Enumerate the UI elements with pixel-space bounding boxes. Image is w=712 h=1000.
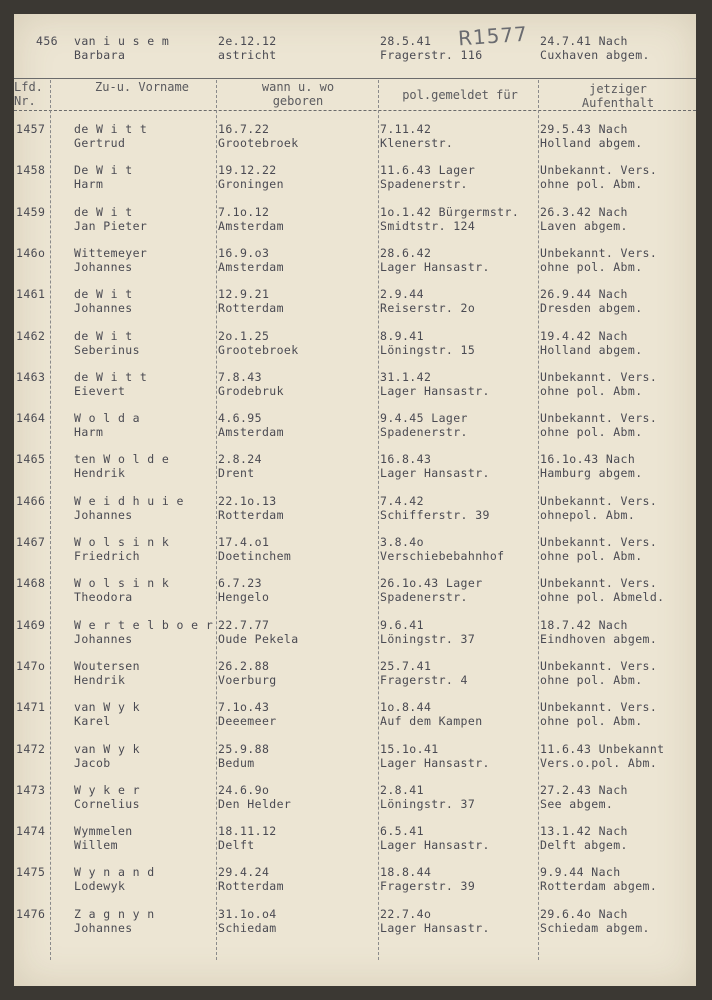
row-firstname: Johannes (74, 259, 133, 274)
row-registered-line2: Auf dem Kampen (380, 714, 483, 729)
row-born-date: 31.1o.o4 (218, 906, 277, 921)
row-registered-line2: Löningstr. 37 (380, 796, 476, 811)
table-row (14, 742, 696, 783)
header-name: Zu-u. Vorname (95, 80, 189, 94)
row-firstname: Hendrik (74, 672, 126, 687)
row-residence-line1: Unbekannt. Vers. (540, 369, 658, 384)
row-surname: De W i t (74, 163, 133, 178)
row-surname: W o l d a (74, 411, 140, 426)
row-residence-line2: Schiedam abgem. (540, 920, 650, 935)
row-number: 1472 (16, 741, 46, 756)
row-residence-line2: Eindhoven abgem. (540, 631, 658, 646)
row-residence-line1: 9.9.44 Nach (540, 865, 621, 880)
row-residence-line2: ohne pol. Abm. (540, 383, 643, 398)
row-number: 1474 (16, 824, 46, 839)
row-firstname: Willem (74, 838, 118, 853)
row-number: 1469 (16, 617, 46, 632)
row-residence-line1: Unbekannt. Vers. (540, 658, 658, 673)
row-firstname: Hendrik (74, 466, 126, 481)
row-registered-line2: Lager Hansastr. (380, 755, 490, 770)
row-surname: van W y k (74, 741, 140, 756)
table-row (14, 824, 696, 865)
row-registered-line2: Schifferstr. 39 (380, 507, 490, 522)
row-registered-line2: Verschiebebahnhof (380, 549, 505, 563)
table-row (14, 659, 696, 700)
row-residence-line2: Holland abgem. (540, 136, 643, 150)
row-born-date: 4.6.95 (218, 411, 262, 426)
row-residence-line2: ohne pol. Abm. (540, 714, 643, 729)
table-row (14, 865, 696, 906)
row-residence-line1: 11.6.43 Unbekannt (540, 741, 665, 756)
row-born-place: Oude Pekela (218, 631, 299, 646)
carried-over-entry (14, 34, 696, 74)
row-residence-line1: 29.5.43 Nach (540, 122, 628, 136)
row-born-place: Rotterdam (218, 507, 284, 522)
row-registered-line1: 7.4.42 (380, 493, 424, 508)
row-firstname: Theodora (74, 590, 133, 605)
row-born-place: Grootebroek (218, 342, 299, 357)
row-surname: W e r t e l b o e r (74, 617, 214, 632)
row-born-place: Grodebruk (218, 383, 284, 398)
table-row (14, 700, 696, 741)
table-row (14, 783, 696, 824)
row-registered-line2: Fragerstr. 39 (380, 879, 476, 894)
row-firstname: Johannes (74, 507, 133, 522)
row-residence-line1: 16.1o.43 Nach (540, 452, 636, 467)
row-registered-line1: 15.1o.41 (380, 741, 439, 756)
header-registered: pol.gemeldet für (402, 88, 518, 102)
row-firstname: Gertrud (74, 136, 126, 150)
row-born-place: Doetinchem (218, 549, 292, 563)
row-born-place: Bedum (218, 755, 255, 770)
row-surname: de W i t (74, 287, 133, 302)
row-residence-line2: Dresden abgem. (540, 301, 643, 316)
row-registered-line2: Smidtstr. 124 (380, 218, 476, 233)
row-born-date: 16.9.o3 (218, 245, 270, 260)
row-number: 1476 (16, 906, 46, 921)
row-born-place: Schiedam (218, 920, 277, 935)
row-residence-line1: 18.7.42 Nach (540, 617, 628, 632)
table-row (14, 122, 696, 163)
row-registered-line2: Lager Hansastr. (380, 383, 490, 398)
row-residence-line2: ohne pol. Abmeld. (540, 590, 665, 605)
table-row (14, 411, 696, 452)
entry-born-place: astricht (218, 48, 277, 62)
entry-reg-date: 28.5.41 (380, 34, 432, 48)
row-residence-line1: Unbekannt. Vers. (540, 576, 658, 591)
row-registered-line1: 1o.8.44 (380, 700, 432, 715)
row-residence-line2: Holland abgem. (540, 342, 643, 357)
table-row (14, 535, 696, 576)
row-firstname: Seberinus (74, 342, 140, 357)
table-row (14, 370, 696, 411)
header-born-line1: wann u. wo (261, 80, 335, 94)
row-residence-line2: ohne pol. Abm. (540, 259, 643, 274)
row-surname: de W i t (74, 204, 133, 219)
row-registered-line2: Lager Hansastr. (380, 259, 490, 274)
row-residence-line1: 29.6.4o Nach (540, 906, 628, 921)
row-number: 1475 (16, 865, 46, 880)
row-firstname: Friedrich (74, 549, 140, 563)
row-firstname: Harm (74, 425, 104, 440)
row-born-date: 7.1o.43 (218, 700, 270, 715)
row-surname: de W i t t (74, 122, 148, 136)
row-number: 1464 (16, 411, 46, 426)
row-surname: Wittemeyer (74, 245, 148, 260)
row-number: 1467 (16, 535, 46, 549)
row-residence-line2: ohne pol. Abm. (540, 549, 643, 563)
row-residence-line1: 27.2.43 Nach (540, 782, 628, 797)
row-number: 1458 (16, 163, 46, 178)
row-born-date: 29.4.24 (218, 865, 270, 880)
row-registered-line1: 9.4.45 Lager (380, 411, 468, 426)
table-row (14, 452, 696, 493)
row-residence-line2: See abgem. (540, 796, 614, 811)
row-born-place: Amsterdam (218, 259, 284, 274)
row-born-place: Den Helder (218, 796, 292, 811)
row-born-place: Drent (218, 466, 255, 481)
header-nr-line1: Lfd. (14, 80, 43, 94)
row-born-place: Voerburg (218, 672, 277, 687)
row-residence-line2: ohne pol. Abm. (540, 672, 643, 687)
header-bottom-rule (14, 110, 696, 112)
row-number: 1461 (16, 287, 46, 302)
row-firstname: Johannes (74, 920, 133, 935)
row-registered-line2: Spadenerstr. (380, 425, 468, 440)
entry-firstname: Barbara (74, 48, 126, 62)
row-registered-line1: 2.9.44 (380, 287, 424, 302)
row-number: 1473 (16, 782, 46, 797)
register-page (14, 14, 696, 986)
row-residence-line1: 26.3.42 Nach (540, 204, 628, 219)
row-born-place: Grootebroek (218, 136, 299, 150)
entry-now-line1: 24.7.41 Nach (540, 34, 628, 48)
row-born-date: 18.11.12 (218, 824, 277, 839)
row-surname: ten W o l d e (74, 452, 170, 467)
row-born-place: Rotterdam (218, 879, 284, 894)
row-registered-line2: Klenerstr. (380, 136, 454, 150)
row-born-place: Groningen (218, 177, 284, 192)
table-row (14, 329, 696, 370)
row-born-date: 19.12.22 (218, 163, 277, 178)
row-surname: Wymmelen (74, 824, 133, 839)
row-registered-line1: 11.6.43 Lager (380, 163, 476, 178)
row-residence-line2: ohne pol. Abm. (540, 177, 643, 192)
row-number: 1465 (16, 452, 46, 467)
row-born-date: 25.9.88 (218, 741, 270, 756)
row-surname: de W i t t (74, 369, 148, 384)
row-registered-line1: 26.1o.43 Lager (380, 576, 483, 591)
entry-born-date: 2e.12.12 (218, 34, 277, 48)
row-born-date: 6.7.23 (218, 576, 262, 591)
row-residence-line1: 13.1.42 Nach (540, 824, 628, 839)
entry-number: 456 (36, 34, 58, 48)
row-surname: W y k e r (74, 782, 140, 797)
row-residence-line1: Unbekannt. Vers. (540, 163, 658, 178)
row-surname: Z a g n y n (74, 906, 155, 921)
table-row (14, 205, 696, 246)
row-registered-line2: Löningstr. 37 (380, 631, 476, 646)
row-number: 1459 (16, 204, 46, 219)
row-born-place: Amsterdam (218, 218, 284, 233)
row-born-date: 2.8.24 (218, 452, 262, 467)
row-number: 147o (16, 658, 46, 673)
row-born-date: 26.2.88 (218, 658, 270, 673)
row-registered-line1: 25.7.41 (380, 658, 432, 673)
row-number: 1462 (16, 328, 46, 343)
row-registered-line1: 7.11.42 (380, 122, 432, 136)
row-registered-line1: 6.5.41 (380, 824, 424, 839)
header-now-line1: jetziger (589, 82, 647, 96)
row-firstname: Eievert (74, 383, 126, 398)
row-firstname: Cornelius (74, 796, 140, 811)
row-residence-line1: Unbekannt. Vers. (540, 535, 658, 549)
row-registered-line1: 28.6.42 (380, 245, 432, 260)
row-residence-line2: ohne pol. Abm. (540, 425, 643, 440)
row-residence-line1: Unbekannt. Vers. (540, 245, 658, 260)
row-born-date: 7.8.43 (218, 369, 262, 384)
row-residence-line2: Rotterdam abgem. (540, 879, 658, 894)
row-residence-line1: Unbekannt. Vers. (540, 411, 658, 426)
table-row (14, 287, 696, 328)
row-registered-line2: Lager Hansastr. (380, 466, 490, 481)
row-registered-line2: Lager Hansastr. (380, 920, 490, 935)
row-registered-line1: 16.8.43 (380, 452, 432, 467)
table-row (14, 246, 696, 287)
row-registered-line2: Spadenerstr. (380, 177, 468, 192)
row-residence-line2: ohnepol. Abm. (540, 507, 636, 522)
row-residence-line1: Unbekannt. Vers. (540, 700, 658, 715)
header-now-line2: Aufenthalt (581, 96, 655, 110)
row-born-place: Rotterdam (218, 301, 284, 316)
row-born-date: 17.4.o1 (218, 535, 270, 549)
table-row (14, 907, 696, 948)
row-residence-line1: 19.4.42 Nach (540, 328, 628, 343)
row-registered-line1: 9.6.41 (380, 617, 424, 632)
row-born-date: 22.1o.13 (218, 493, 277, 508)
row-born-date: 16.7.22 (218, 122, 270, 136)
row-surname: W o l s i n k (74, 576, 170, 591)
row-registered-line1: 1o.1.42 Bürgermstr. (380, 204, 520, 219)
entry-reg-place: Fragerstr. 116 (380, 48, 483, 62)
row-born-date: 2o.1.25 (218, 328, 270, 343)
row-born-date: 22.7.77 (218, 617, 270, 632)
row-residence-line1: Unbekannt. Vers. (540, 493, 658, 508)
row-surname: van W y k (74, 700, 140, 715)
row-residence-line2: Vers.o.pol. Abm. (540, 755, 658, 770)
row-registered-line1: 22.7.4o (380, 906, 432, 921)
row-surname: W o l s i n k (74, 535, 170, 549)
table-header (14, 78, 696, 124)
table-row (14, 163, 696, 204)
row-surname: de W i t (74, 328, 133, 343)
row-registered-line1: 2.8.41 (380, 782, 424, 797)
header-nr-line2: Nr. (14, 94, 36, 108)
row-registered-line1: 18.8.44 (380, 865, 432, 880)
entry-now-line2: Cuxhaven abgem. (540, 48, 650, 62)
entry-surname: van i u s e m (74, 34, 170, 48)
row-born-date: 12.9.21 (218, 287, 270, 302)
row-residence-line2: Laven abgem. (540, 218, 628, 233)
row-registered-line2: Fragerstr. 4 (380, 672, 468, 687)
row-firstname: Jan Pieter (74, 218, 148, 233)
row-residence-line1: 26.9.44 Nach (540, 287, 628, 302)
row-number: 1471 (16, 700, 46, 715)
row-firstname: Karel (74, 714, 111, 729)
table-row (14, 494, 696, 535)
row-born-date: 24.6.9o (218, 782, 270, 797)
table-row (14, 618, 696, 659)
row-surname: Woutersen (74, 658, 140, 673)
row-firstname: Harm (74, 177, 104, 192)
row-number: 1466 (16, 493, 46, 508)
row-firstname: Lodewyk (74, 879, 126, 894)
row-residence-line2: Delft abgem. (540, 838, 628, 853)
row-registered-line2: Löningstr. 15 (380, 342, 476, 357)
row-firstname: Jacob (74, 755, 111, 770)
row-born-date: 7.1o.12 (218, 204, 270, 219)
row-number: 1457 (16, 122, 46, 136)
row-surname: W e i d h u i e (74, 493, 184, 508)
row-registered-line1: 31.1.42 (380, 369, 432, 384)
row-firstname: Johannes (74, 301, 133, 316)
row-born-place: Deeemeer (218, 714, 277, 729)
row-registered-line1: 8.9.41 (380, 328, 424, 343)
row-residence-line2: Hamburg abgem. (540, 466, 643, 481)
row-registered-line2: Reiserstr. 2o (380, 301, 476, 316)
row-born-place: Delft (218, 838, 255, 853)
row-number: 1468 (16, 576, 46, 591)
row-born-place: Amsterdam (218, 425, 284, 440)
row-number: 1463 (16, 369, 46, 384)
archive-stamp: R1577 (457, 21, 529, 51)
header-born-line2: geboren (272, 94, 324, 108)
row-surname: W y n a n d (74, 865, 155, 880)
row-firstname: Johannes (74, 631, 133, 646)
row-number: 146o (16, 245, 46, 260)
table-row (14, 576, 696, 617)
row-registered-line2: Lager Hansastr. (380, 838, 490, 853)
row-born-place: Hengelo (218, 590, 270, 605)
row-registered-line1: 3.8.4o (380, 535, 424, 549)
row-registered-line2: Spadenerstr. (380, 590, 468, 605)
